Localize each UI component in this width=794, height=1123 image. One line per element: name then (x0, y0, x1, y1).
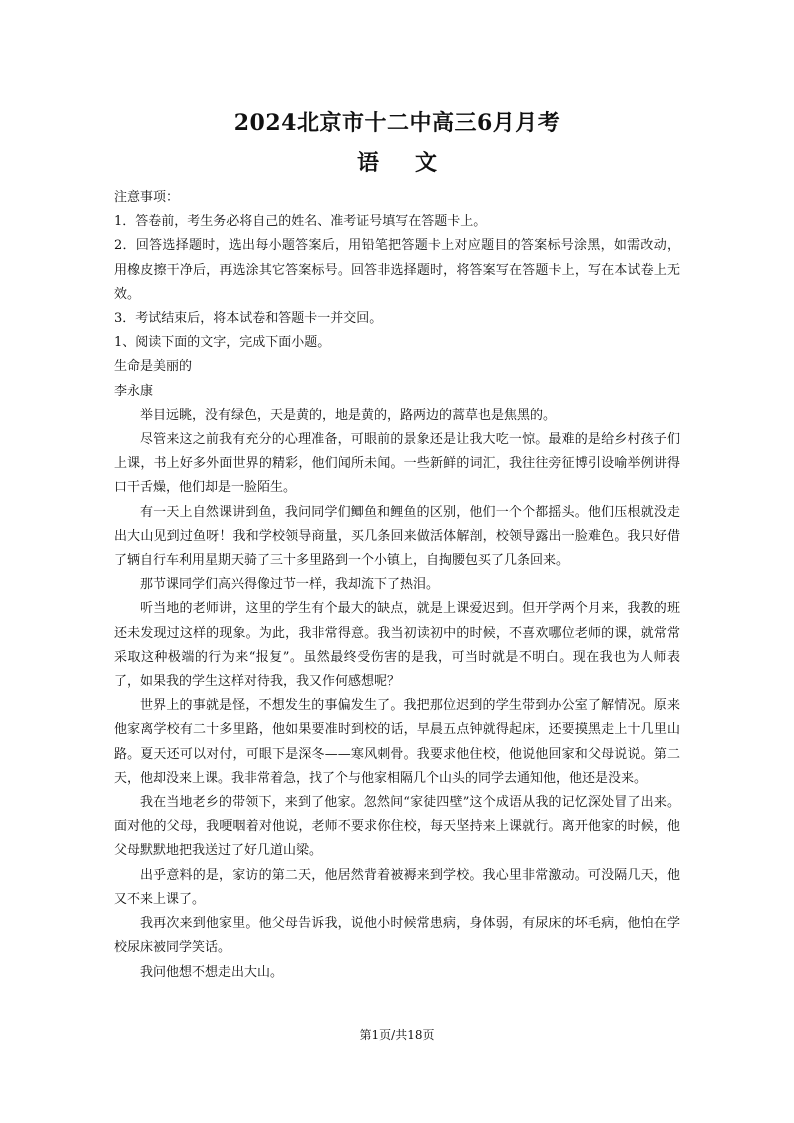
article-paragraph-1: 举目远眺，没有绿色，天是黄的，地是黄的，路两边的蒿草也是焦黑的。 (140, 407, 557, 423)
article-paragraph-3: 有一天上自然课讲到鱼，我问同学们鲫鱼和鲤鱼的区别，他们一个个都摇头。他们压根就没走出大山见到过鱼呀！我和学校领导商量，买几条回来做活体解剖，校领导露出一脸难色。我只好借了辆自行车利用星期天骑了三十多里路到一个小镇上，自掏腰包买了几条回来。 (114, 504, 680, 569)
article-paragraph-2: 尽管来这之前我有充分的心理准备，可眼前的景象还是让我大吃一惊。最难的是给乡村孩子们上课，书上好多外面世界的精彩，他们闻所未闻。一些新鲜的词汇，我往往旁征博引设喻举例讲得口干舌燥，他们却是一脸陌生。 (114, 432, 680, 496)
article-paragraph-9: 我再次来到他家里。他父母告诉我，说他小时候常患病，身体弱，有尿床的坏毛病，他怕在学校尿床被同学笑话。 (114, 916, 680, 956)
exam-title: 2024北京市十二中高三6月月考 (233, 110, 561, 136)
article-paragraph-5: 听当地的老师讲，这里的学生有个最大的缺点，就是上课爱迟到。但开学两个月来，我教的班还未发现过这样的现象。为此，我非常得意。我当初读初中的时候，不喜欢哪位老师的课，就常常采取这种极端的行为来“报复”。虽然最终受伤害的是我，可当时就是不明白。现在我也为人师表了，如果我的学生这样对待我，我又作何感想呢？ (114, 601, 680, 690)
article-paragraph-8: 出乎意料的是，家访的第二天，他居然背着被褥来到学校。我心里非常激动。可没隔几天，他又不来上课了。 (114, 867, 680, 907)
question-prompt: 1、阅读下面的文字，完成下面小题。 (114, 335, 331, 351)
article-paragraph-10: 我问他想不想走出大山。 (140, 964, 284, 980)
subject-title: 语文 (356, 150, 473, 176)
article-title: 生命是美丽的 (114, 359, 193, 375)
notice-item-3: 3．考试结束后，将本试卷和答题卡一并交回。 (114, 311, 383, 327)
page-number: 第1页/共18页 (359, 1028, 435, 1042)
page-content (114, 186, 680, 985)
article-paragraph-6: 世界上的事就是怪，不想发生的事偏发生了。我把那位迟到的学生带到办公室了解情况。原来他家离学校有二十多里路，他如果要准时到校的话，早晨五点钟就得起床，还要摸黑走上十几里山路。夏天还可以对付，可眼下是深冬——寒风刺骨。我要求他住校，他说他回家和父母说说。第二天，他却没来上课。我非常着急，找了个与他家相隔几个山头的同学去通知他，他还是没来。 (114, 698, 680, 786)
article-author: 李永康 (114, 383, 154, 399)
article-paragraph-4: 那节课同学们高兴得像过节一样，我却流下了热泪。 (140, 577, 440, 593)
notice-item-1: 1．答卷前，考生务必将自己的姓名、准考证号填写在答题卡上。 (114, 214, 487, 230)
article-paragraph-7: 我在当地老乡的带领下，来到了他家。忽然间“家徒四壁”这个成语从我的记忆深处冒了出来。面对他的父母，我哽咽着对他说，老师不要求你住校，每天坚持来上课就行。离开他家的时候，他父母默默地把我送过了好几道山梁。 (114, 795, 680, 859)
notice-item-2: 2．回答选择题时，选出每小题答案后，用铅笔把答题卡上对应题目的答案标号涂黑，如需改动，用橡皮擦干净后，再选涂其它答案标号。回答非选择题时，将答案写在答题卡上，写在本试卷上无效。 (114, 238, 680, 302)
notice-heading: 注意事项： (114, 190, 180, 205)
